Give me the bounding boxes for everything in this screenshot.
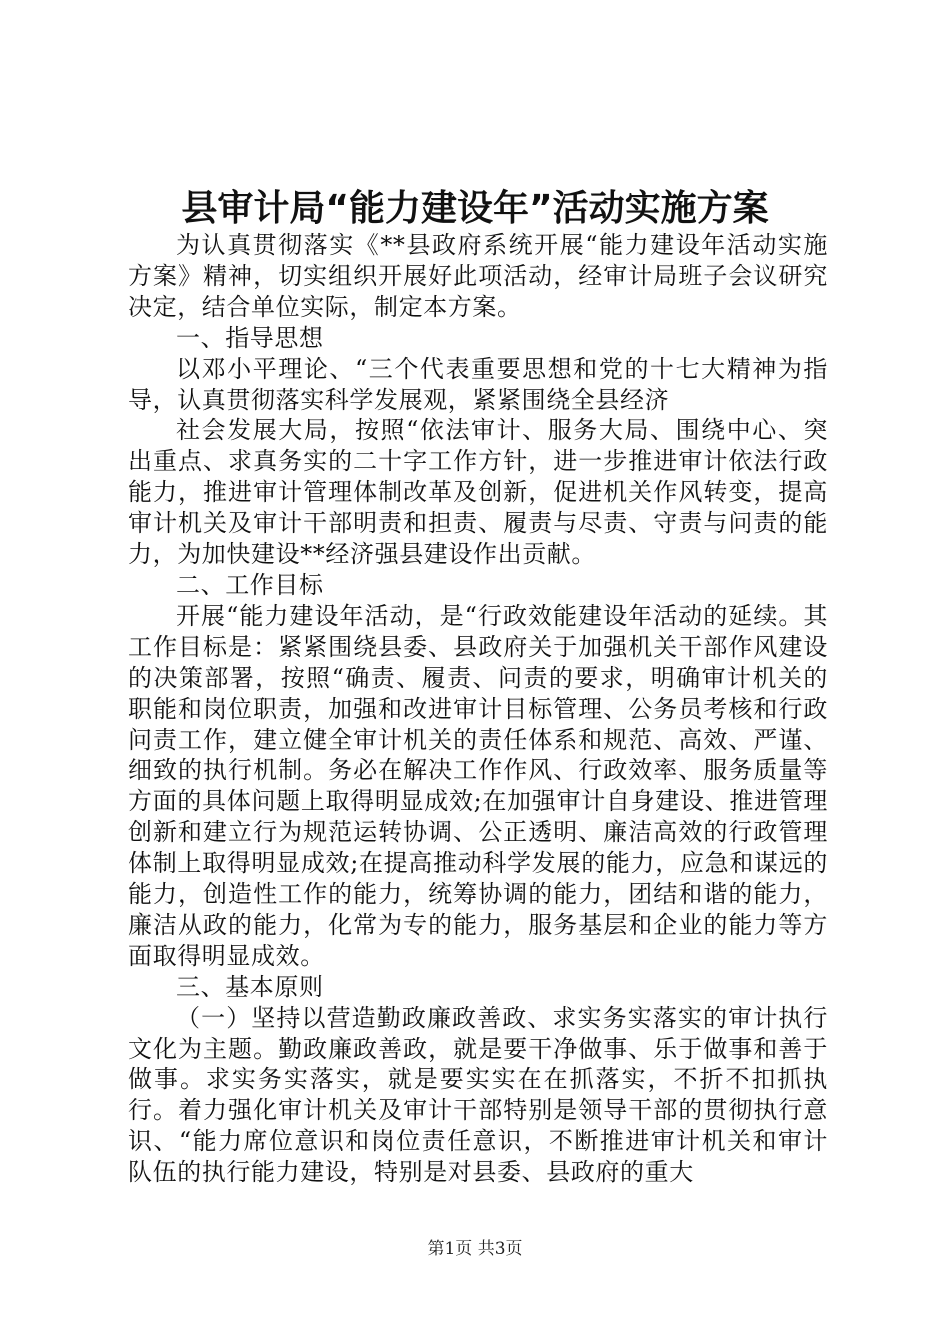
section-heading-work-goals: 二、工作目标 xyxy=(176,570,324,599)
intro-paragraph: 为认真贯彻落实《**县政府系统开展“能力建设年活动实施方案》精神，切实组织开展好此项活动，经审计局班子会议研究决定，结合单位实际，制定本方案。 xyxy=(128,231,828,321)
document-title: 县审计局“能力建设年”活动实施方案 xyxy=(181,188,769,229)
section-heading-basic-principles: 三、基本原则 xyxy=(176,972,324,1001)
work-goals-paragraph: 开展“能力建设年活动，是“行政效能建设年活动的延续。其工作目标是：紧紧围绕县委、县政府关于加强机关干部作风建设的决策部署，按照“确责、履责、问责的要求，明确审计机关的职能和岗位职责，加强和改进审计目标管理、公务员考核和行政问责工作，建立健全审计机关的责任体系和规范、高效、严谨、细致的执行机制。务必在解决工作作风、行政效率、服务质量等方面的具体问题上取得明显成效;在加强审计自身建设、推进管理创新和建立行为规范运转协调、公正透明、廉洁高效的行政管理体制上取得明显成效;在提高推动科学发展的能力，应急和谋远的能力，创造性工作的能力，统筹协调的能力，团结和谐的能力，廉洁从政的能力，化常为专的能力，服务基层和企业的能力等方面取得明显成效。 xyxy=(128,601,828,970)
section-heading-guiding-ideology: 一、指导思想 xyxy=(176,323,324,352)
page-number-footer: 第1页 共3页 xyxy=(427,1239,523,1259)
guiding-ideology-paragraph-1: 以邓小平理论、“三个代表重要思想和党的十七大精神为指导，认真贯彻落实科学发展观，紧紧围绕全县经济 xyxy=(128,354,828,414)
basic-principles-paragraph-1: （一）坚持以营造勤政廉政善政、求实务实落实的审计执行文化为主题。勤政廉政善政，就是要干净做事、乐于做事和善于做事。求实务实落实，就是要实实在在抓落实，不折不扣抓执行。着力强化审计机关及审计干部特别是领导干部的贯彻执行意识、“能力席位意识和岗位责任意识，不断推进审计机关和审计队伍的执行能力建设，特别是对县委、县政府的重大 xyxy=(128,1003,828,1187)
document-body xyxy=(128,230,828,1188)
guiding-ideology-paragraph-2: 社会发展大局，按照“依法审计、服务大局、围绕中心、突出重点、求真务实的二十字工作方针，进一步推进审计依法行政能力，推进审计管理体制改革及创新，促进机关作风转变，提高审计机关及审计干部明责和担责、履责与尽责、守责与问责的能力，为加快建设**经济强县建设作出贡献。 xyxy=(128,416,828,569)
